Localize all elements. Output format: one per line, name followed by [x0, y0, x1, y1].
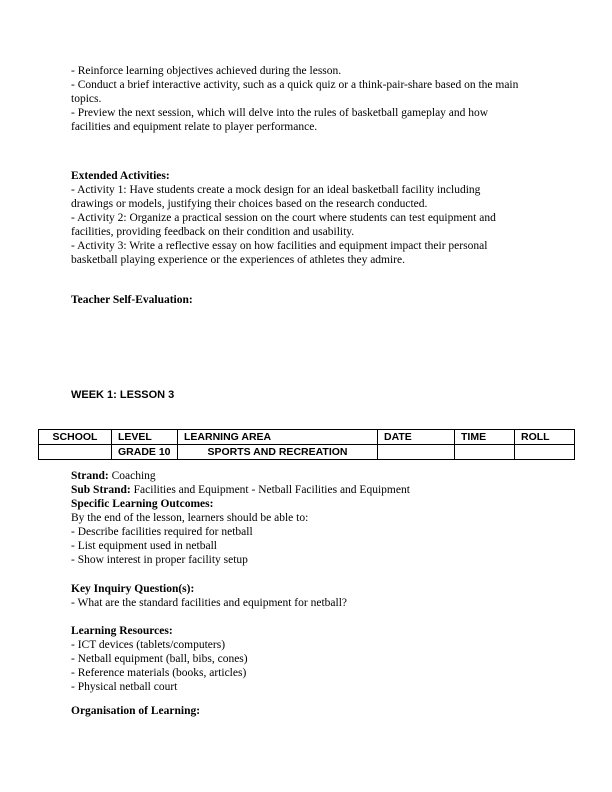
text-line: Specific Learning Outcomes: — [71, 498, 214, 510]
text-line: - List equipment used in netball — [71, 540, 217, 552]
text-line: - Activity 3: Write a reflective essay on how facilities and equipment impact their personal — [71, 240, 488, 252]
text-line: - Reinforce learning objectives achieved during the lesson. — [71, 65, 342, 77]
text-line: - Preview the next session, which will delve into the rules of basketball gameplay and how — [71, 107, 489, 119]
cell-date — [378, 445, 455, 460]
cell-learning-area: SPORTS AND RECREATION — [178, 445, 378, 460]
cell-roll — [515, 445, 575, 460]
text-line: - ICT devices (tablets/computers) — [71, 639, 226, 651]
learning-resources-section — [71, 624, 612, 694]
lesson-info-table — [38, 429, 575, 460]
text-line: Strand: Coaching — [71, 470, 156, 482]
text-line: - Activity 2: Organize a practical session on the court where students can test equipment and — [71, 212, 496, 224]
text-line: - Activity 1: Have students create a mock design for an ideal basketball facility including — [71, 184, 481, 196]
text-line: basketball playing experience or the experiences of athletes they admire. — [71, 254, 405, 266]
header-cell-school: SCHOOL — [39, 430, 112, 445]
text-line: - Show interest in proper facility setup — [71, 554, 248, 566]
teacher-self-evaluation-heading — [71, 293, 612, 307]
table-row — [39, 445, 575, 460]
text-line: - Netball equipment (ball, bibs, cones) — [71, 653, 248, 665]
text-line: - What are the standard facilities and equipment for netball? — [71, 597, 347, 609]
cell-time — [455, 445, 515, 460]
text-line: topics. — [71, 93, 102, 105]
cell-level: GRADE 10 — [112, 445, 178, 460]
text-line: - Conduct a brief interactive activity, such as a quick quiz or a think-pair-share based on the main — [71, 79, 519, 91]
header-cell-learning-area: LEARNING AREA — [178, 430, 378, 445]
key-inquiry-section — [71, 582, 612, 610]
header-cell-date: DATE — [378, 430, 455, 445]
header-cell-time: TIME — [455, 430, 515, 445]
extended-activities-section — [71, 169, 612, 267]
text-line: Learning Resources: — [71, 625, 173, 637]
cell-school — [39, 445, 112, 460]
text-line: - Physical netball court — [71, 681, 178, 693]
text-line: Sub Strand: Facilities and Equipment - Netball Facilities and Equipment — [71, 484, 410, 496]
text-line: - Describe facilities required for netball — [71, 526, 253, 538]
text-line: Extended Activities: — [71, 170, 170, 182]
text-line: facilities, providing feedback on their condition and usability. — [71, 226, 355, 238]
text-line: Teacher Self-Evaluation: — [71, 294, 193, 306]
text-line: facilities and equipment relate to player performance. — [71, 121, 318, 133]
text-line: By the end of the lesson, learners should be able to: — [71, 512, 309, 524]
header-cell-roll: ROLL — [515, 430, 575, 445]
organisation-of-learning-heading — [71, 704, 612, 718]
text-line: drawings or models, justifying their choices based on the research conducted. — [71, 198, 428, 210]
header-cell-level: LEVEL — [112, 430, 178, 445]
lesson-details-section — [71, 469, 612, 567]
table-header-row — [39, 430, 575, 445]
text-line: - Reference materials (books, articles) — [71, 667, 247, 679]
text-line: Key Inquiry Question(s): — [71, 583, 195, 595]
lesson-conclusion-paragraph — [71, 64, 612, 134]
text-line: Organisation of Learning: — [71, 705, 201, 717]
week-lesson-heading: WEEK 1: LESSON 3 — [71, 389, 175, 401]
